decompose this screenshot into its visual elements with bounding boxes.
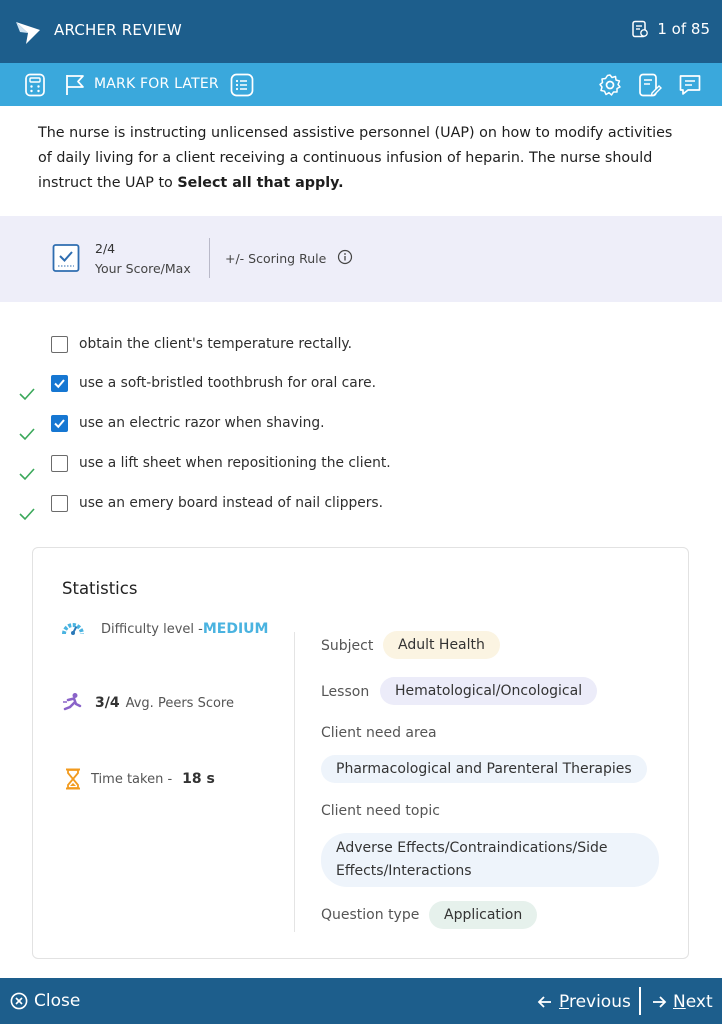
bottom-nav-bar [0,978,722,1024]
option-checkbox[interactable] [51,455,68,472]
subject-pill: Adult Health [383,631,500,659]
option-text: use a soft-bristled toothbrush for oral care. [79,375,376,391]
flag-icon[interactable] [62,72,88,98]
option-checkbox[interactable] [51,495,68,512]
info-icon[interactable] [337,249,353,265]
hourglass-icon [60,766,86,792]
correct-check-icon [18,467,36,481]
score-bar [0,216,722,302]
question-type-label: Question type [321,907,420,923]
score-label: Your Score/Max [95,261,191,276]
brand-title: ARCHER REVIEW [54,21,182,39]
close-label: Close [34,991,81,1011]
archer-logo-icon [14,16,44,46]
correct-check-icon [18,427,36,441]
close-button[interactable] [10,991,80,1011]
statistics-divider [294,632,295,932]
peers-score-row [60,690,234,716]
toolbar [0,63,722,106]
answer-option[interactable] [0,336,722,366]
question-instruction: Select all that apply. [177,175,344,191]
difficulty-label: Difficulty level - [101,621,203,637]
difficulty-row [60,616,268,642]
difficulty-gauge-icon [60,616,86,642]
option-checkbox[interactable] [51,336,68,353]
top-header [0,0,722,63]
client-need-area-pill: Pharmacological and Parenteral Therapies [321,755,647,783]
close-circle-icon [10,992,28,1010]
question-counter [631,20,710,38]
mark-for-later-button[interactable]: MARK FOR LATER [94,76,219,92]
answer-option[interactable] [0,495,722,525]
question-type-pill: Application [429,901,537,929]
arrow-left-icon [537,994,553,1010]
calculator-icon[interactable] [22,72,48,98]
time-taken-label: Time taken - [91,771,173,787]
time-taken-row [60,766,215,792]
answer-option[interactable] [0,375,722,405]
client-need-topic-label: Client need topic [321,803,440,819]
arrow-right-icon [651,994,667,1010]
question-list-icon [631,20,649,38]
statistics-title: Statistics [62,579,138,598]
score-value: 2/4 [95,241,116,256]
counter-text: 1 of 85 [657,20,710,38]
option-text: use an emery board instead of nail clippers. [79,495,383,511]
question-stem [38,121,688,196]
correct-check-icon [18,507,36,521]
peers-runner-icon [60,690,86,716]
option-text: obtain the client's temperature rectally. [79,336,352,352]
time-taken-value: 18 s [182,771,215,787]
previous-button[interactable] [537,992,631,1012]
score-divider [209,238,210,278]
nav-separator [639,987,641,1015]
next-label: Next [673,992,713,1012]
option-checkbox[interactable] [51,415,68,432]
option-text: use an electric razor when shaving. [79,415,325,431]
settings-gear-icon[interactable] [597,72,623,98]
peers-score-value: 3/4 [95,695,120,711]
score-calendar-icon [52,243,80,273]
subject-label: Subject [321,638,374,654]
checkbox-check-icon [53,417,66,430]
checkbox-check-icon [53,377,66,390]
answer-option[interactable] [0,455,722,485]
client-need-area-label: Client need area [321,725,437,741]
scoring-rule-label: +/- Scoring Rule [225,251,327,266]
client-need-topic-pill: Adverse Effects/Contraindications/Side Effects/Interactions [321,833,659,887]
option-checkbox[interactable] [51,375,68,392]
lesson-pill: Hematological/Oncological [380,677,597,705]
difficulty-value: MEDIUM [202,621,269,637]
previous-label: Previous [559,992,631,1012]
option-text: use a lift sheet when repositioning the client. [79,455,391,471]
lesson-label: Lesson [321,684,370,700]
next-button[interactable] [651,992,713,1012]
correct-check-icon [18,387,36,401]
statistics-card [32,547,689,959]
feedback-chat-icon[interactable] [677,72,703,98]
question-text: The nurse is instructing unlicensed assistive personnel (UAP) on how to modify activities of daily living for a client receiving a continuous infusion of heparin. The nurse should instruct the UAP to [38,125,673,191]
question-list-button-icon[interactable] [229,72,255,98]
peers-score-label: Avg. Peers Score [125,695,234,711]
notes-edit-icon[interactable] [637,72,663,98]
answer-option[interactable] [0,415,722,445]
